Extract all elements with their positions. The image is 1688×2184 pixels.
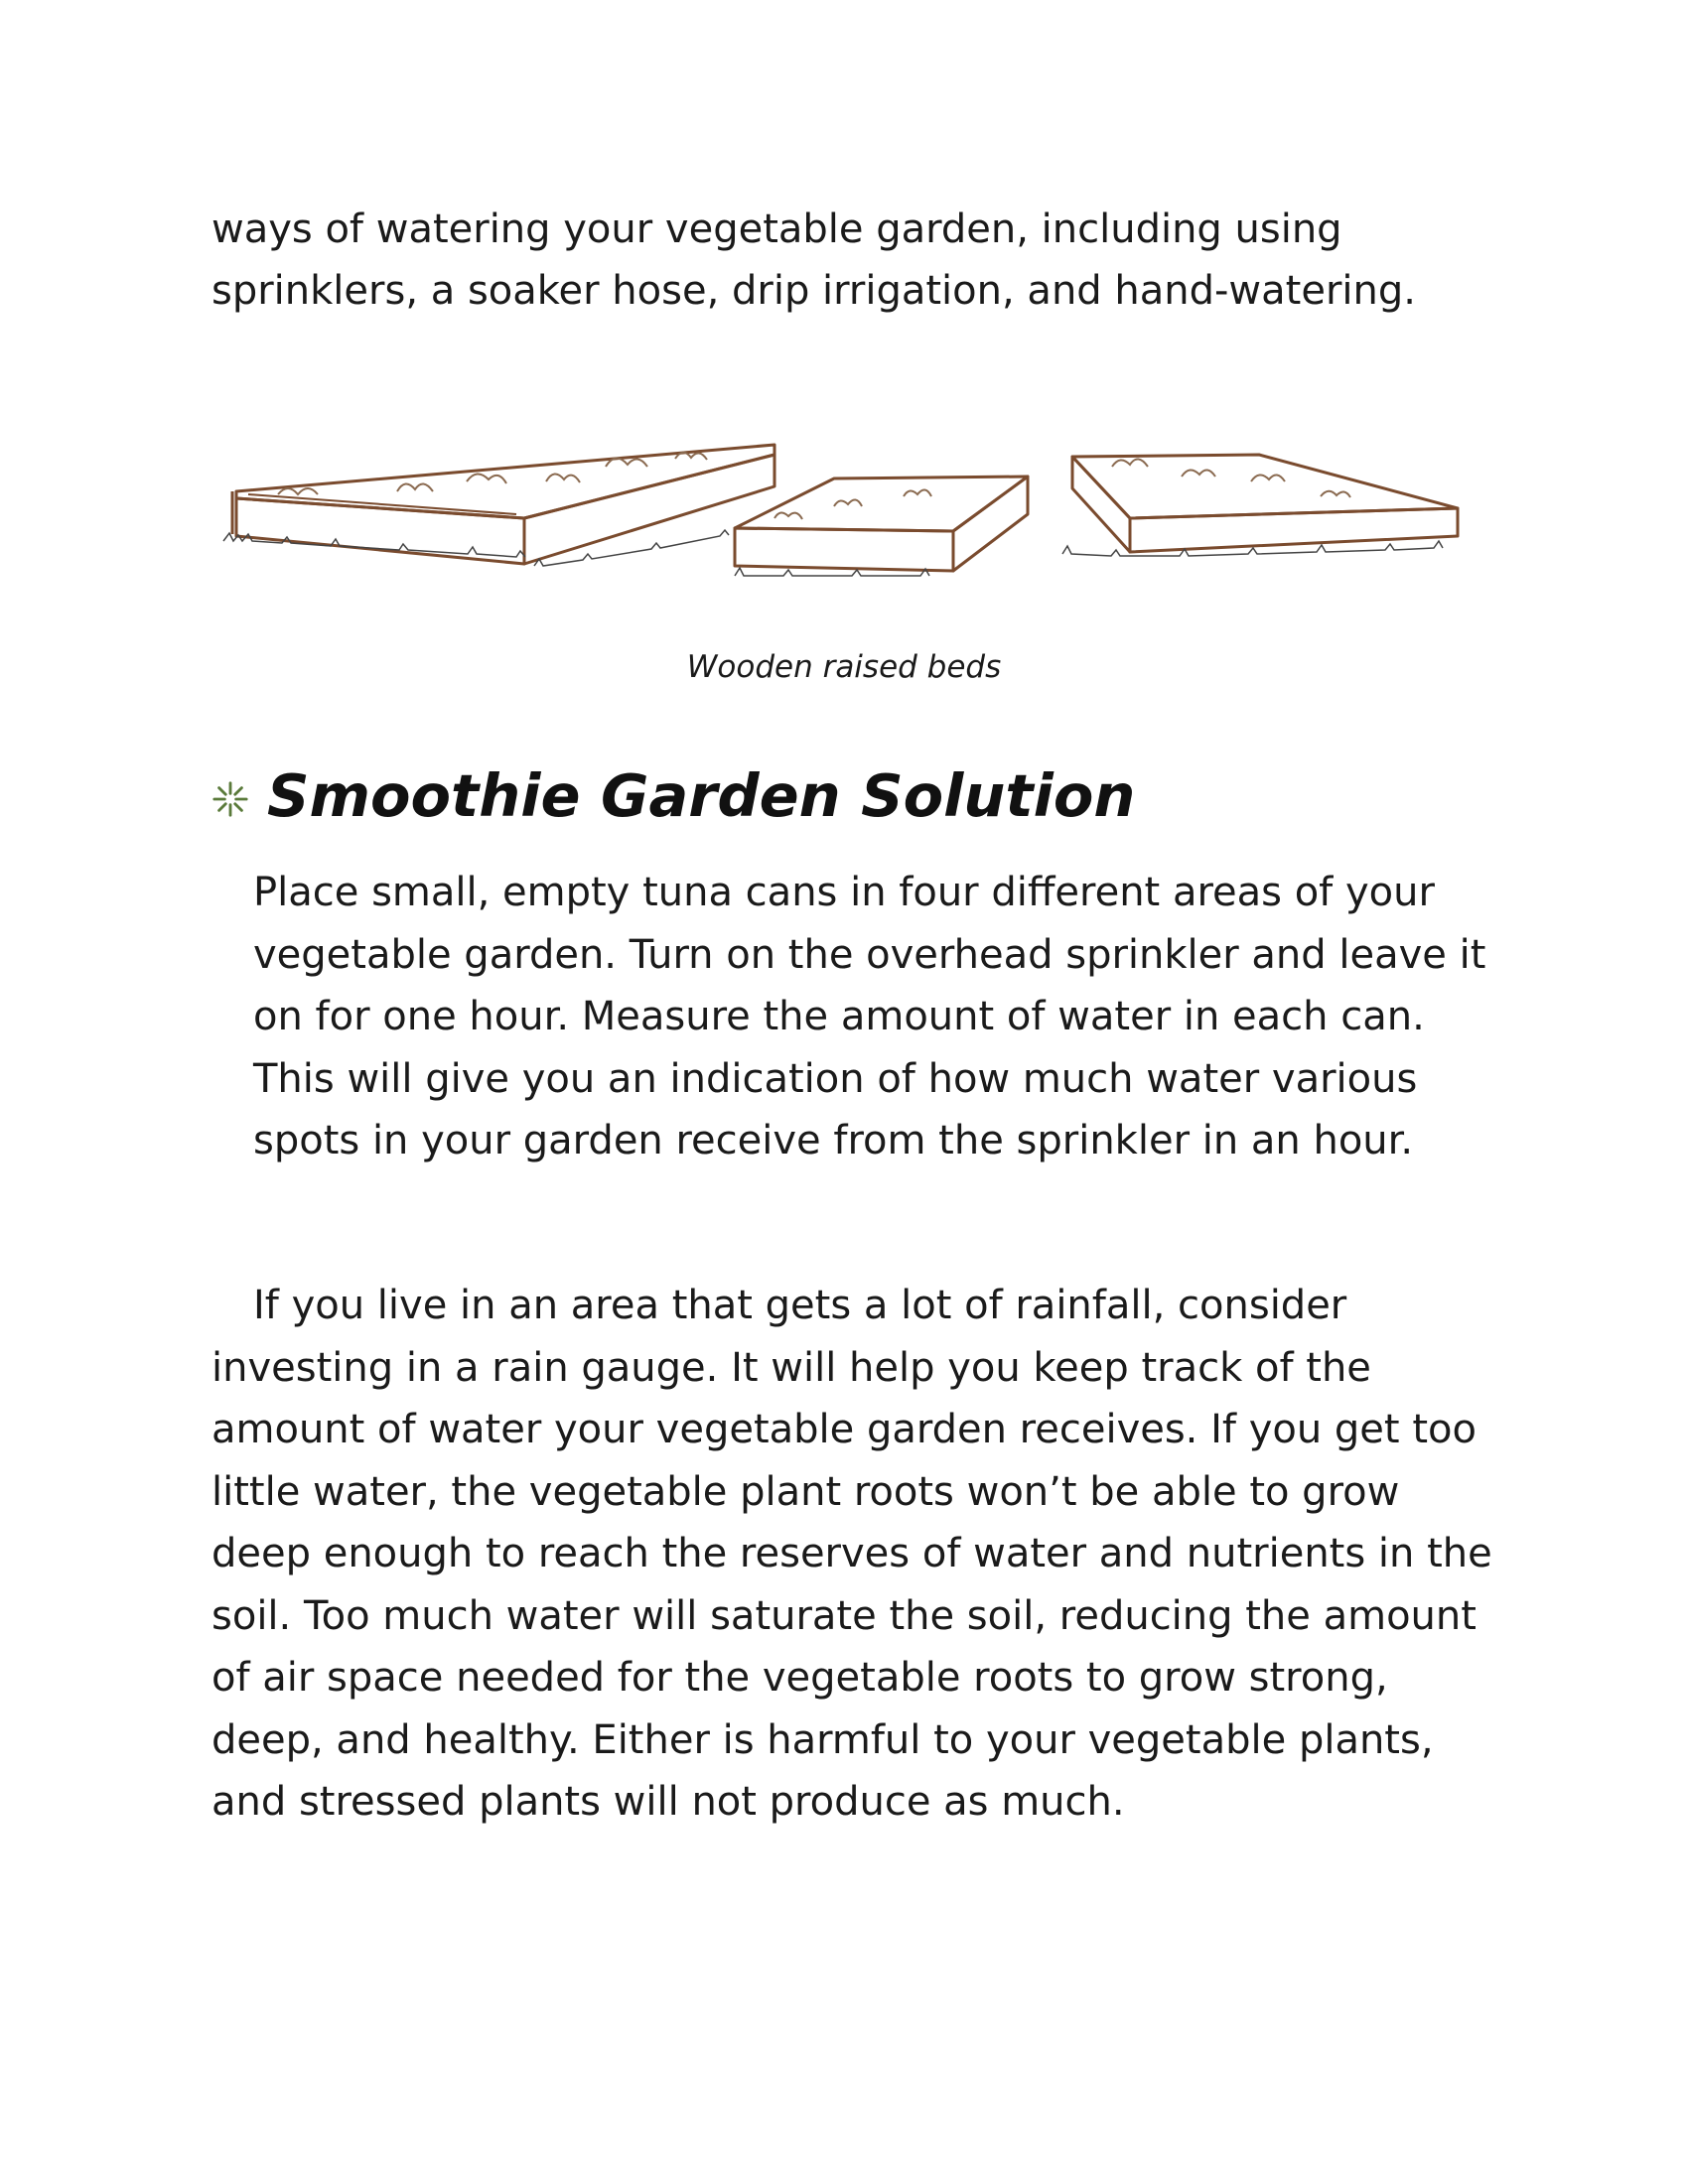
figure-caption: Wooden raised beds	[686, 649, 1002, 685]
body-paragraph: If you live in an area that gets a lot of rainfall, consider investing in a rain gauge. It will help you keep track of the amount of water your vegetable garden receives. If you get too little water, the vegetable plant roots won’t be able to grow deep enough to reach the reserves of water and nutrients in the soil. Too much water will saturate the soil, reducing the amount of air space needed for the vegetable roots to grow strong, deep, and healthy. Either is harmful to your vegetable plants, and stressed plants will not produce as much.	[211, 1283, 1492, 1825]
asterisk-icon	[211, 780, 249, 818]
sidebar-paragraph: Place small, empty tuna cans in four different areas of your vegetable garden. Turn on the overhead sprinkler and leave it on for one hour. Measure the amount of water in each can. This will give you an indication of how much water various spots in your garden receive from the sprinkler in an hour.	[253, 870, 1486, 1163]
raised-beds-illustration	[218, 437, 1470, 606]
section-heading	[211, 756, 1135, 836]
section-title: Smoothie Garden Solution	[267, 761, 1136, 830]
intro-paragraph: ways of watering your vegetable garden, including using sprinklers, a soaker hose, drip irrigation, and hand-watering.	[211, 206, 1416, 314]
